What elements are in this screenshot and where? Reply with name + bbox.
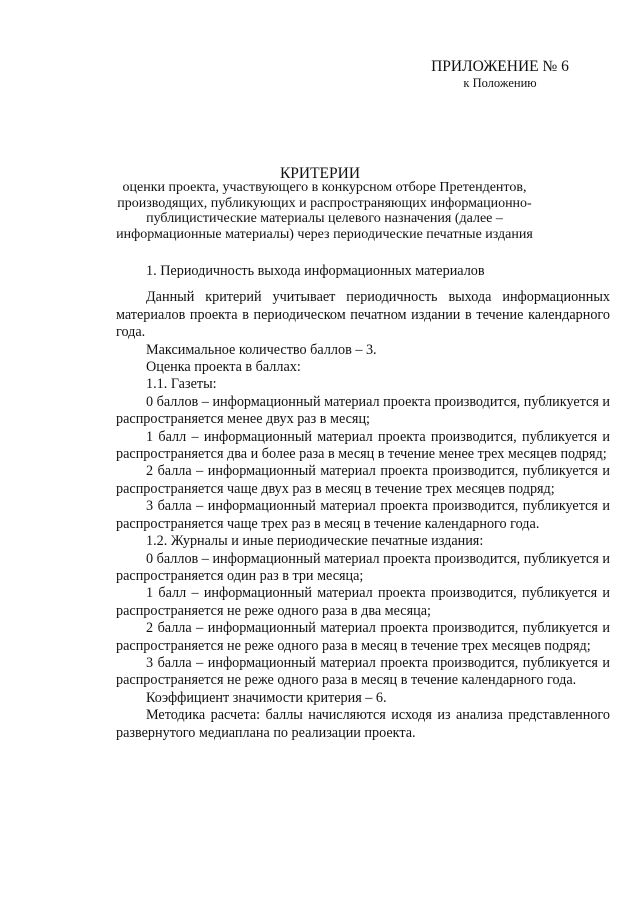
subsection-magazines: 1.2. Журналы и иные периодические печатные издания:	[146, 533, 484, 550]
paragraph-max-score: Максимальное количество баллов – 3.	[146, 341, 377, 358]
magazines-score-3: 3 балла – информационный материал проекта производится, публикуется и распространяется не реже одного раза в месяц в течение календарного года.	[116, 654, 610, 689]
newspapers-score-1: 1 балл – информационный материал проекта производится, публикуется и распространяется два и более раза в месяц в течение менее трех месяцев подряд;	[116, 428, 610, 463]
appendix-block	[380, 58, 620, 91]
subsection-newspapers: 1.1. Газеты:	[146, 376, 217, 393]
magazines-score-1: 1 балл – информационный материал проекта производится, публикуется и распространяется не реже одного раза в два месяца;	[116, 585, 610, 619]
document-title: КРИТЕРИИ	[279, 165, 361, 182]
paragraph-description: Данный критерий учитывает периодичность выхода информационных материалов проекта в периодическом печатном издании в течение календарного года.	[116, 289, 610, 341]
newspapers-score-3: 3 балла – информационный материал проекта производится, публикуется и распространяется чаще трех раз в месяц в течение календарного года.	[116, 498, 610, 532]
paragraph-scoring-intro: Оценка проекта в баллах:	[146, 359, 301, 376]
newspapers-score-0: 0 баллов – информационный материал проекта производится, публикуется и распространяется менее двух раз в месяц;	[116, 393, 610, 428]
document-body	[116, 263, 610, 742]
newspapers-score-2: 2 балла – информационный материал проекта производится, публикуется и распространяется чаще двух раз в месяц в течение трех месяцев подряд;	[116, 463, 610, 497]
magazines-score-2: 2 балла – информационный материал проекта производится, публикуется и распространяется не реже одного раза в месяц в течение трех месяцев подряд;	[116, 620, 610, 654]
paragraph-calculation-method: Методика расчета: баллы начисляются исходя из анализа представленного развернутого медиаплана по реализации проекта.	[116, 707, 610, 741]
document-subtitle: оценки проекта, участвующего в конкурсном отборе Претендентов, производящих, публикующих и распространяющих информационно-публицистические материалы целевого назначения (далее – информационные материалы) через периодические печатные издания	[116, 180, 533, 242]
appendix-title: ПРИЛОЖЕНИЕ № 6	[431, 58, 569, 75]
appendix-subtitle: к Положению	[463, 76, 537, 90]
magazines-score-0: 0 баллов – информационный материал проекта производится, публикуется и распространяется один раз в три месяца;	[116, 550, 610, 584]
section-title: 1. Периодичность выхода информационных материалов	[146, 263, 485, 279]
paragraph-weight-coefficient: Коэффициент значимости критерия – 6.	[146, 689, 387, 706]
